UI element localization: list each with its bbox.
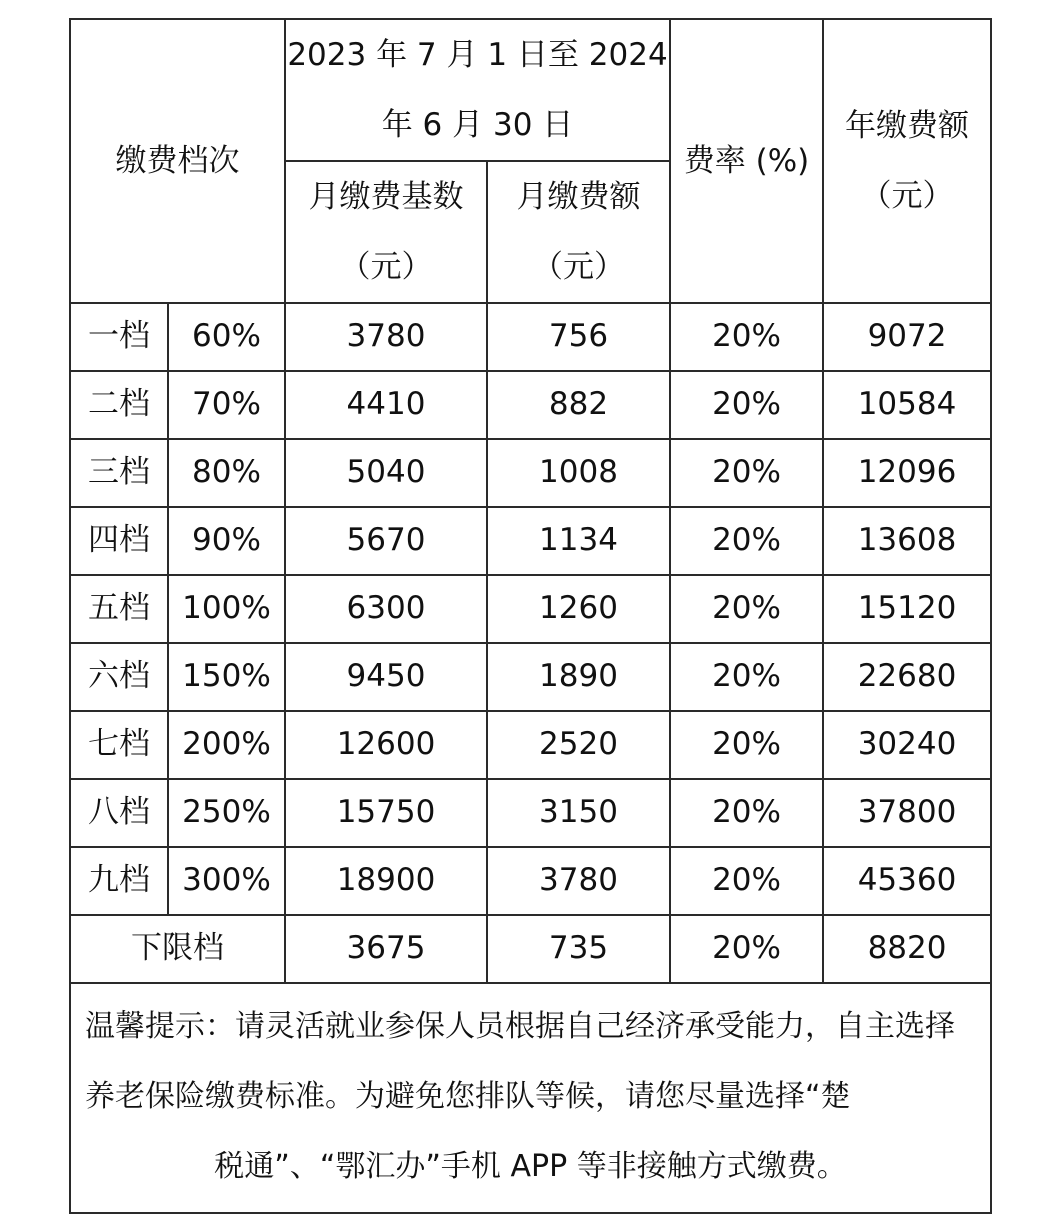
header-annual: 年缴费额 （元） (823, 19, 991, 303)
rate-cell: 20% (670, 303, 823, 371)
base-cell: 9450 (285, 643, 487, 711)
table-row (70, 643, 991, 711)
tier-cell: 七档 (70, 711, 168, 779)
base-cell: 5040 (285, 439, 487, 507)
monthly-cell: 3780 (487, 847, 670, 915)
annual-cell: 13608 (823, 507, 991, 575)
ratio-cell: 250% (168, 779, 285, 847)
table-row (70, 575, 991, 643)
tier-cell: 四档 (70, 507, 168, 575)
annual-cell: 9072 (823, 303, 991, 371)
rate-cell: 20% (670, 371, 823, 439)
header-period-line2: 年 6 月 30 日 (381, 107, 574, 143)
monthly-cell: 3150 (487, 779, 670, 847)
annual-cell: 12096 (823, 439, 991, 507)
tier-cell: 九档 (70, 847, 168, 915)
annual-cell: 22680 (823, 643, 991, 711)
tier-cell: 六档 (70, 643, 168, 711)
lower-limit-tier-cell: 下限档 (70, 915, 285, 983)
base-cell: 12600 (285, 711, 487, 779)
base-cell: 4410 (285, 371, 487, 439)
rate-cell: 20% (670, 575, 823, 643)
ratio-cell: 80% (168, 439, 285, 507)
reminder-note-text-end: 税通”、“鄂汇办”手机 APP 等非接触方式缴费。 (214, 1149, 847, 1184)
annual-cell: 15120 (823, 575, 991, 643)
note-row (70, 983, 991, 1213)
tier-cell: 八档 (70, 779, 168, 847)
table-row (70, 847, 991, 915)
rate-cell: 20% (670, 507, 823, 575)
tier-cell: 三档 (70, 439, 168, 507)
rate-cell: 20% (670, 643, 823, 711)
reminder-note-text: 温馨提示：请灵活就业参保人员根据自己经济承受能力，自主选择养老保险缴费标准。为避免您排队等候，请您尽量选择“楚 (85, 1009, 955, 1114)
ratio-cell: 90% (168, 507, 285, 575)
monthly-cell: 756 (487, 303, 670, 371)
monthly-cell: 882 (487, 371, 670, 439)
ratio-cell: 60% (168, 303, 285, 371)
ratio-cell: 70% (168, 371, 285, 439)
monthly-cell: 1890 (487, 643, 670, 711)
base-cell: 3780 (285, 303, 487, 371)
monthly-cell: 1008 (487, 439, 670, 507)
ratio-cell: 200% (168, 711, 285, 779)
lower-limit-row (70, 915, 991, 983)
header-rate: 费率 (%) (670, 19, 823, 303)
tier-cell: 五档 (70, 575, 168, 643)
ratio-cell: 300% (168, 847, 285, 915)
monthly-cell: 1134 (487, 507, 670, 575)
base-cell: 5670 (285, 507, 487, 575)
monthly-cell: 2520 (487, 711, 670, 779)
header-monthly-amount: 月缴费额 （元） (487, 161, 670, 303)
annual-cell: 10584 (823, 371, 991, 439)
base-cell: 15750 (285, 779, 487, 847)
header-tier: 缴费档次 (70, 19, 285, 303)
ratio-cell: 100% (168, 575, 285, 643)
base-cell: 6300 (285, 575, 487, 643)
table-row (70, 303, 991, 371)
contribution-table (69, 18, 992, 1214)
lower-limit-annual-cell: 8820 (823, 915, 991, 983)
base-cell: 18900 (285, 847, 487, 915)
table-row (70, 779, 991, 847)
rate-cell: 20% (670, 847, 823, 915)
annual-cell: 30240 (823, 711, 991, 779)
table-row (70, 711, 991, 779)
table-row (70, 439, 991, 507)
annual-cell: 45360 (823, 847, 991, 915)
table-row (70, 507, 991, 575)
table-row (70, 371, 991, 439)
lower-limit-monthly-cell: 735 (487, 915, 670, 983)
header-monthly-base: 月缴费基数 （元） (285, 161, 487, 303)
lower-limit-base-cell: 3675 (285, 915, 487, 983)
rate-cell: 20% (670, 439, 823, 507)
annual-cell: 37800 (823, 779, 991, 847)
header-period (285, 19, 670, 161)
tier-cell: 二档 (70, 371, 168, 439)
rate-cell: 20% (670, 779, 823, 847)
tier-cell: 一档 (70, 303, 168, 371)
ratio-cell: 150% (168, 643, 285, 711)
header-row-1 (70, 19, 991, 161)
header-period-line1: 2023 年 7 月 1 日至 2024 (287, 37, 668, 73)
reminder-note (70, 983, 991, 1213)
monthly-cell: 1260 (487, 575, 670, 643)
lower-limit-rate-cell: 20% (670, 915, 823, 983)
rate-cell: 20% (670, 711, 823, 779)
